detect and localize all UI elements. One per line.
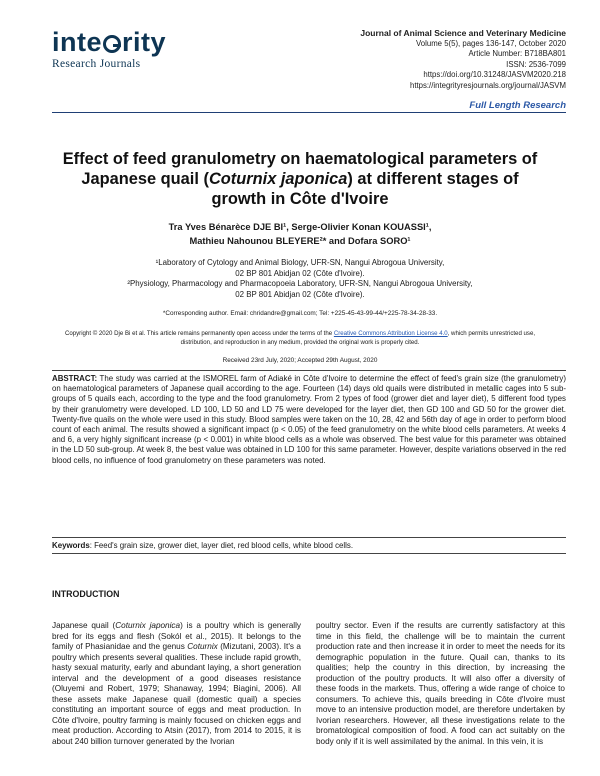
doi-link[interactable]: https://doi.org/10.31248/JASVM2020.218 (423, 70, 566, 79)
journal-url[interactable]: https://integrityresjournals.org/journal/JASVM (409, 80, 566, 90)
abstract-text: The study was carried at the ISMOREL farm of Adiaké in Côte d'Ivoire to determine the effect of feed's grain size (the granulometry) on haematological parameters of Japanese quail according to the age. Fourteen (14) days old quails were distributed in metallic cages into 5 sub-groups of 5 quails each, according to the type and the food granulometry. From 2 types of food (grower diet and layer diet), 5 different food types by their granulometry were developed. LD 100, LD 50 and LD 75 were developed for the layer diet, then GD 100 and GD 50 for the grower diet. Twenty-five quails on the whole were used in this study. Blood samples were taken on the 10, 28, 42 and 56th day of age in order to perform blood count of each animal. The results showed a significant impact (p < 0.05) of the feed granulometry on the white blood cells parameters. At weeks 4 and 6, a very highly significant increase (p < 0.001) in white blood cells as a whole was observed. The best value for this parameter was obtained in the LD 50 sub-group. At week 8, the best value was obtained in LD 100 for this same parameter. However, despite variations observed in the red blood cells, no influence of food granulometry on these parameters was noted. (52, 374, 566, 465)
abstract-top-divider (52, 370, 566, 371)
body-column-right: poultry sector. Even if the results are currently satisfactory at this time in this field, the challenge will be to maintain the current production rate and then increase it in order to meet the needs for its demographic population in the future. Quail can, thanks to its qualities; help the country in this direction, by increasing the production of the poultry products. It will also offer a diversity of these foods in the markets. Thus, offering a wide range of choice to consumers. To achieve this, quails breeding in Côte d'Ivoire must move to an intensive production model, are therefore undertaken by Ivorian researchers. However, all these investigations relate to the bromatological composition of food. A food can act suitably on the body only if it is well assimilated by the animal. In this vein, it is (316, 621, 565, 747)
article-type: Full Length Research (469, 100, 566, 111)
journal-name: Journal of Animal Science and Veterinary Medicine (360, 28, 566, 38)
author-list (60, 220, 540, 248)
affiliation-line: ²Physiology, Pharmacology and Pharmacopoeia Laboratory, UFR-SN, Nangui Abrogoua University, (127, 279, 473, 288)
section-heading-introduction: INTRODUCTION (52, 589, 120, 599)
issn: ISSN: 2536-7099 (506, 59, 566, 69)
keywords (52, 541, 566, 550)
publisher-logo (52, 28, 192, 88)
title-species: Coturnix japonica (208, 170, 348, 188)
received-accepted-dates: Received 23rd July, 2020; Accepted 29th August, 2020 (222, 357, 378, 364)
affiliation-line: 02 BP 801 Abidjan 02 (Côte d'Ivoire). (235, 289, 365, 299)
abstract-label: ABSTRACT: (52, 374, 98, 383)
body-column-left: Japanese quail (Coturnix japonica) is a poultry which is generally bred for its eggs and flesh (Sokól et al., 2015). It belongs to the family of Phasianidae and the genus Coturnix (Mizutani, 2003). It's a poultry which presents several qualities. These include rapid growth, hasty sexual maturity, early and abundant laying, a short generation interval and the development of a good diseases resistance (Oluyemi and Robert, 1979; Shanaway, 1994; Biagini, 2006). All these assets make Japanese quail (domestic quail) a species constituting an important source of eggs and meat production. In Côte d'Ivoire, poultry farming is mainly focused on chicken eggs and meat production. According to Atsin (2017), from 2014 to 2015, it is about 240 billion turnover generated by the Ivorian (52, 621, 301, 747)
corresponding-author: *Corresponding author. Email: chridandre@gmail.com; Tel: +225-45-43-99-44/+225-78-34-28-33. (162, 310, 438, 317)
journal-info (360, 28, 566, 91)
keywords-text: : Feed's grain size, grower diet, layer diet, red blood cells, white blood cells. (89, 541, 354, 550)
keywords-label: Keywords (52, 541, 90, 550)
logo-g-icon (103, 35, 121, 53)
abstract (52, 374, 566, 466)
license-link[interactable]: Creative Commons Attribution License 4.0 (333, 330, 448, 337)
keywords-divider (52, 553, 566, 554)
species-name: Coturnix japonica (115, 621, 181, 630)
affiliation-line: ¹Laboratory of Cytology and Animal Biology, UFR-SN, Nangui Abrogoua University, (155, 258, 445, 267)
article-number: Article Number: B718BA801 (468, 49, 566, 58)
logo-subtitle: Research Journals (52, 58, 141, 70)
abstract-bottom-divider (52, 537, 566, 538)
journal-volume: Volume 5(5), pages 136-147, October 2020 (416, 38, 566, 48)
logo-wordmark: inte rity (52, 27, 167, 57)
author-line: Tra Yves Bénarèce DJE BI¹, Serge-Olivier Konan KOUASSI¹, (168, 222, 432, 232)
copyright-notice: Copyright © 2020 Dje Bi et al. This article remains permanently open access under the terms of the Creative Commons Attribution License 4.0, which permits unrestricted use, distribution, and reproduction in any medium, provided the original work is properly cited. (64, 330, 536, 346)
author-line: Mathieu Nahounou BLEYERE²* and Dofara SORO¹ (189, 236, 411, 246)
header-divider (52, 112, 566, 113)
paper-title: Effect of feed granulometry on haematological parameters of Japanese quail (Coturnix japonica) at different stages of growth in Côte d'Ivoire (62, 150, 538, 208)
affiliation-line: 02 BP 801 Abidjan 02 (Côte d'Ivoire). (235, 268, 365, 278)
affiliations (60, 258, 540, 300)
genus-name: Coturnix (187, 642, 218, 652)
